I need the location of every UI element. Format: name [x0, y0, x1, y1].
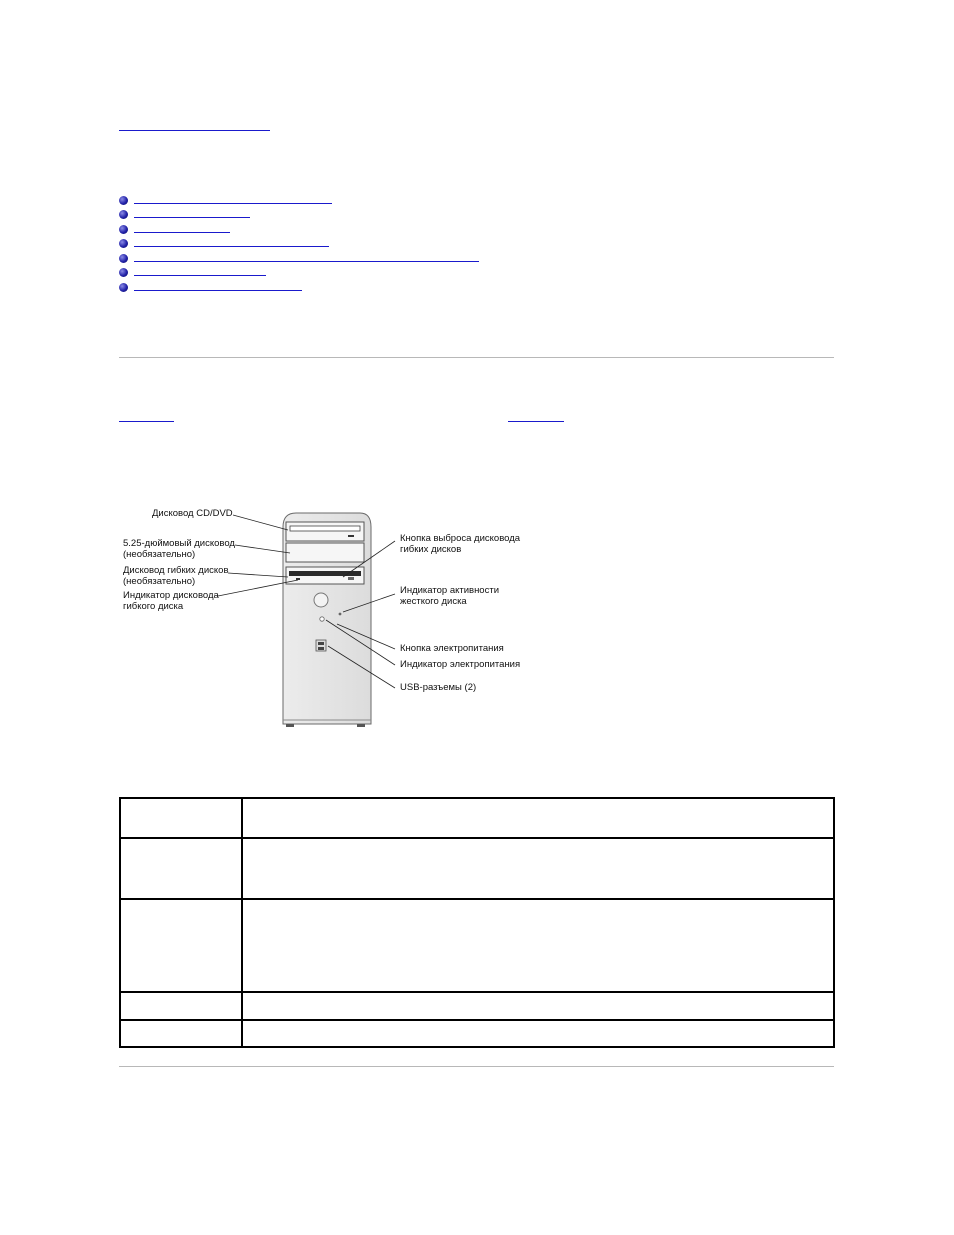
label-floppy-indicator-line2: гибкого диска — [123, 601, 184, 612]
nav-link-1[interactable] — [134, 203, 332, 204]
nav-link-4[interactable] — [134, 246, 329, 247]
divider-bottom — [119, 1066, 834, 1067]
bullet-icon — [119, 283, 128, 292]
table-row — [120, 798, 834, 838]
bullet-icon — [119, 254, 128, 263]
bullet-icon — [119, 268, 128, 277]
table-cell — [242, 798, 834, 838]
table-row — [120, 1020, 834, 1047]
label-floppy-drive-line2: (необязательно) — [123, 576, 196, 587]
table-cell — [242, 992, 834, 1020]
next-link[interactable] — [508, 421, 564, 422]
table-cell — [242, 838, 834, 899]
label-power-button: Кнопка электропитания — [400, 643, 504, 654]
table-row — [120, 899, 834, 992]
label-hdd-activity-line1: Индикатор активности — [400, 585, 500, 596]
spec-table — [119, 797, 835, 1048]
table-cell — [120, 899, 242, 992]
table-cell — [120, 838, 242, 899]
label-floppy-eject-button — [400, 533, 520, 555]
label-525-drive — [123, 538, 235, 560]
label-525-drive-line2: (необязательно) — [123, 549, 196, 560]
computer-front-diagram — [118, 498, 538, 734]
label-floppy-drive — [123, 565, 229, 587]
label-hdd-activity — [400, 585, 499, 607]
table-cell — [120, 1020, 242, 1047]
label-floppy-drive-line1: Дисковод гибких дисков — [123, 565, 229, 576]
label-usb-ports: USB-разъемы (2) — [400, 682, 477, 693]
table-row — [120, 992, 834, 1020]
prev-link[interactable] — [119, 421, 174, 422]
table-row — [120, 838, 834, 899]
nav-link-3[interactable] — [134, 232, 230, 233]
table-cell — [120, 798, 242, 838]
label-floppy-eject-line1: Кнопка выброса дисковода — [400, 533, 521, 544]
table-cell — [120, 992, 242, 1020]
nav-link-5[interactable] — [134, 261, 479, 262]
label-hdd-activity-line2: жесткого диска — [400, 596, 467, 607]
bullet-icon — [119, 239, 128, 248]
table-cell — [242, 899, 834, 992]
label-525-drive-line1: 5.25-дюймовый дисковод — [123, 538, 235, 549]
label-floppy-indicator-line1: Индикатор дисковода — [123, 590, 219, 601]
nav-link-2[interactable] — [134, 217, 250, 218]
divider-top — [119, 357, 834, 358]
label-floppy-indicator — [123, 590, 219, 612]
nav-link-7[interactable] — [134, 290, 302, 291]
bullet-icon — [119, 225, 128, 234]
bullet-icon — [119, 196, 128, 205]
label-floppy-eject-line2: гибких дисков — [400, 544, 462, 555]
label-cd-dvd-drive: Дисковод CD/DVD — [152, 508, 233, 519]
label-power-indicator: Индикатор электропитания — [400, 659, 521, 670]
table-cell — [242, 1020, 834, 1047]
top-link[interactable] — [119, 130, 270, 131]
bullet-icon — [119, 210, 128, 219]
nav-link-6[interactable] — [134, 275, 266, 276]
